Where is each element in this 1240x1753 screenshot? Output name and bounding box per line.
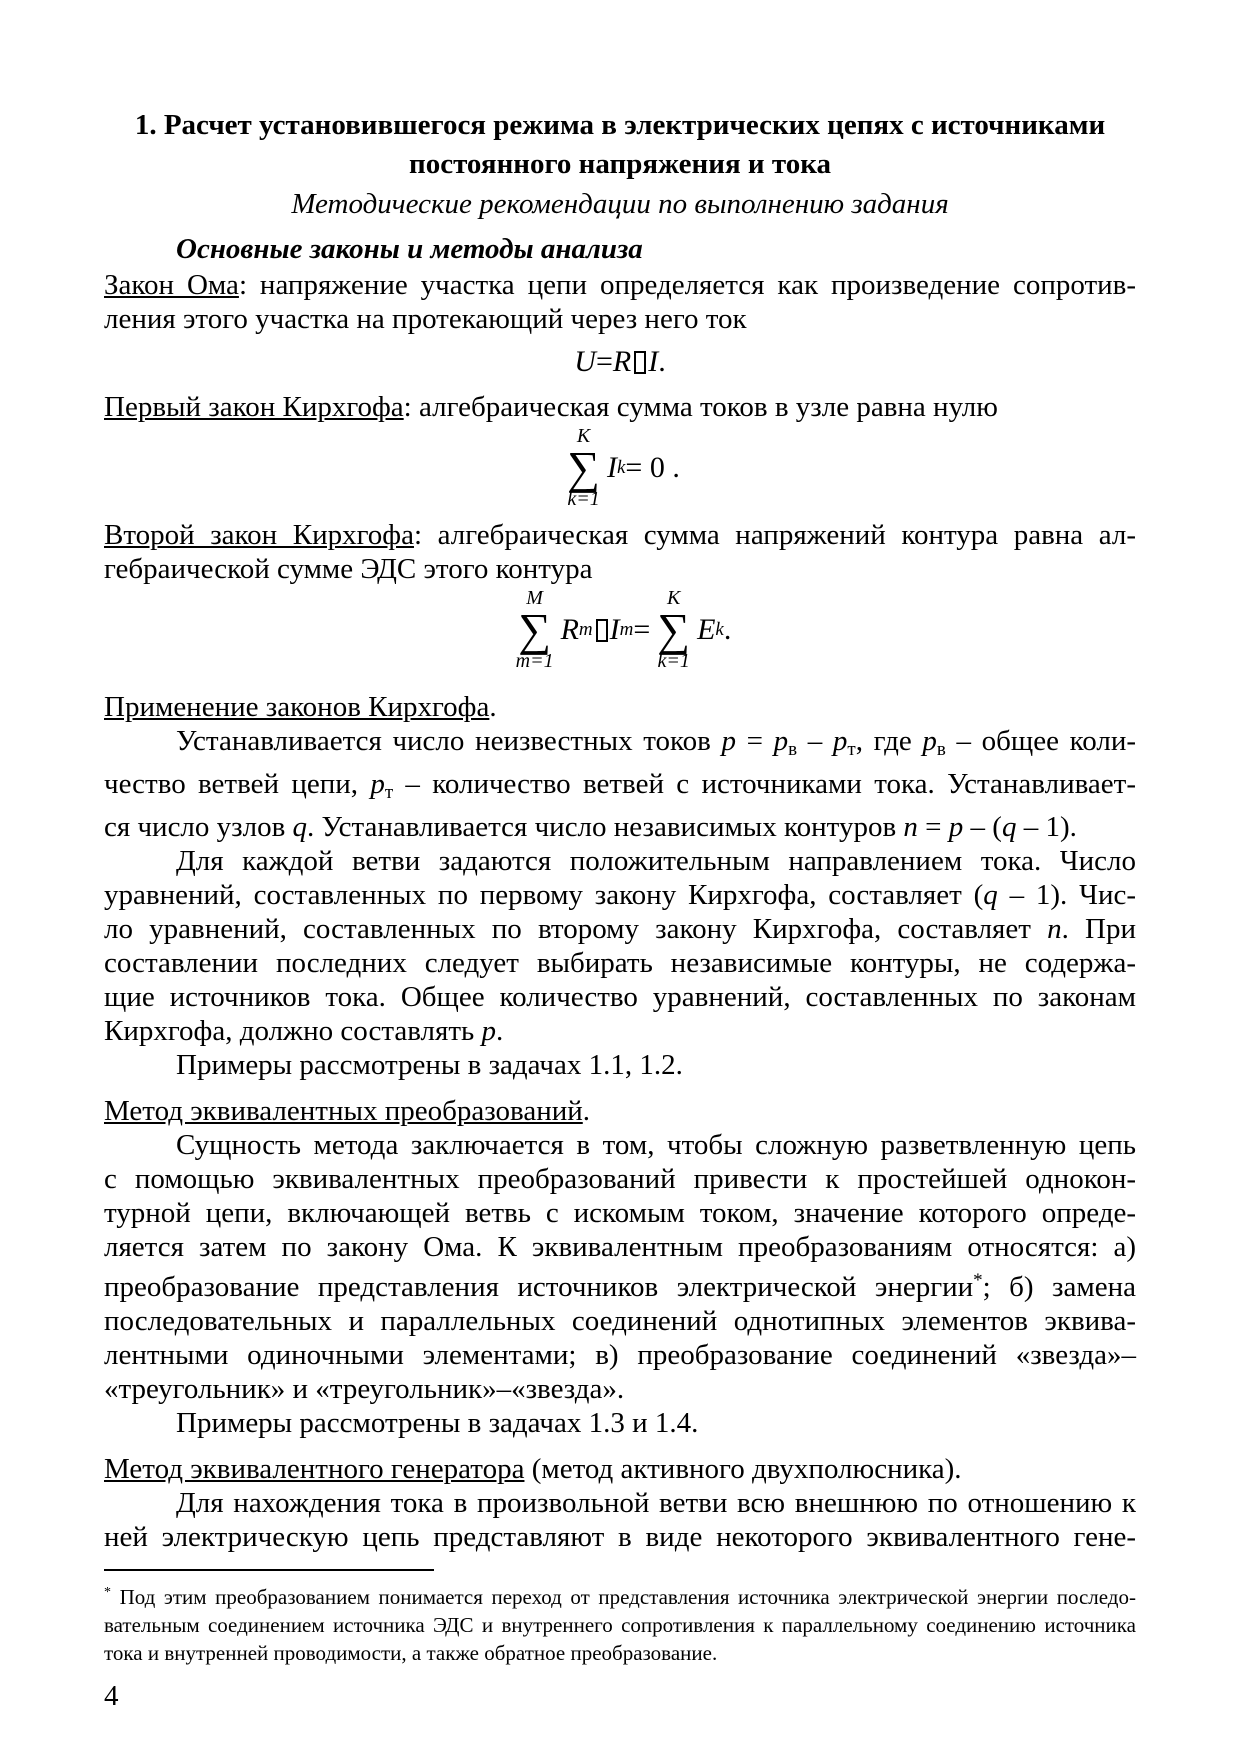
text-segment: в [936, 739, 946, 760]
text-segment: т [384, 782, 394, 803]
text-line [104, 390, 1136, 424]
text-line [104, 1452, 1136, 1486]
summation-operator: K ∑ k=1 [657, 587, 691, 672]
heading-apply-kirchhoff-laws [104, 690, 1136, 724]
text-segment: = [595, 345, 613, 378]
summation-operator: M ∑ m=1 [515, 587, 554, 672]
text-segment: Для нахождения тока в произвольной ветви всю внешнюю по отношению к [176, 1487, 1136, 1519]
text-segment: I [609, 613, 620, 646]
text-line [104, 1486, 1136, 1520]
text-segment: I [606, 451, 617, 484]
page-title [104, 106, 1136, 184]
text-segment: * [973, 1270, 983, 1291]
text-segment: p [948, 811, 964, 843]
title-line-2: постоянного напряжения и тока [408, 148, 831, 180]
text-line [104, 1230, 1136, 1264]
text-segment: Метод эквивалентного генератора [104, 1453, 525, 1485]
text-segment: k [616, 457, 626, 478]
text-segment: ляется затем по закону Ома. К эквивалентным преобразованиям относятся: а) [104, 1231, 1136, 1263]
page-number: 4 [104, 1680, 119, 1712]
text-segment: n [903, 811, 918, 843]
text-line [104, 878, 1136, 912]
text-line [104, 1372, 1136, 1406]
text-line [104, 1304, 1136, 1338]
text-line [104, 518, 1136, 552]
heading-equivalent-transformations [104, 1094, 1136, 1128]
formula-kirchhoff-second-law [104, 588, 1136, 672]
text-segment: p [721, 725, 736, 757]
text-segment: гебраической сумме ЭДС этого контура [104, 553, 593, 585]
text-segment: R [612, 345, 632, 378]
paragraph-branch-equations [104, 844, 1136, 1048]
paragraph-generator-method [104, 1486, 1136, 1554]
text-segment: Сущность метода заключается в том, чтобы сложную разветвленную цепь [176, 1129, 1136, 1161]
heading-equivalent-generator [104, 1452, 1136, 1486]
text-segment: щие источников тока. Общее количество уравнений, составленных по законам [104, 981, 1136, 1013]
paragraph-examples-1-1-1-2 [104, 1048, 1136, 1082]
text-segment: I [648, 345, 659, 378]
text-line [104, 1264, 1136, 1304]
text-segment: (метод активного двухполюсника). [524, 1453, 962, 1485]
footnote [104, 1569, 1136, 1667]
text-segment: : алгебраическая сумма токов в узле равна нулю [403, 391, 998, 423]
text-segment: = [917, 811, 949, 843]
text-line [104, 1094, 1136, 1128]
text-segment: т [847, 739, 856, 760]
paragraph-method-essence [104, 1128, 1136, 1406]
text-segment: . [658, 345, 666, 378]
text-line [104, 690, 1136, 724]
text-line [104, 1579, 1136, 1611]
paragraph-kirchhoff-second-law [104, 518, 1136, 586]
text-segment: тока и внутренней проводимости, а также обратное преобразование. [104, 1641, 718, 1665]
text-segment: : алгебраическая сумма напряжений контура равна ал- [413, 519, 1136, 551]
formula-ohm-law [104, 340, 1136, 384]
text-line [104, 1048, 1136, 1082]
text-segment: = 0 . [625, 451, 680, 484]
text-segment: Под этим преобразованием понимается переход от представления источника электрической энергии последо- [111, 1585, 1136, 1609]
text-segment: q [1001, 811, 1017, 843]
text-segment: – 1). [1016, 811, 1077, 843]
text-line [104, 980, 1136, 1014]
section-heading: Основные законы и методы анализа [176, 233, 643, 265]
text-line [104, 1639, 1136, 1667]
text-segment: . [723, 613, 732, 646]
text-segment: – общее коли- [945, 725, 1136, 757]
text-segment: . [582, 1095, 591, 1127]
text-segment: p [370, 768, 385, 800]
text-line [104, 268, 1136, 302]
text-segment: n [1047, 913, 1062, 945]
text-segment: . При [1061, 913, 1136, 945]
text-segment: последовательных и параллельных соединений однотипных элементов эквива- [104, 1305, 1136, 1337]
text-line [104, 810, 1136, 844]
text-segment: q [292, 811, 308, 843]
text-segment: Применение законов Кирхгофа [104, 691, 490, 723]
text-segment: U [574, 345, 596, 378]
text-segment: . [495, 1015, 504, 1047]
text-segment: ; б) замена [982, 1271, 1136, 1303]
subtitle: Методические рекомендации по выполнению задания [291, 188, 949, 220]
text-segment: p [481, 1015, 496, 1047]
text-segment: Для каждой ветви задаются положительным направлением тока. Число [176, 845, 1136, 877]
text-segment: турной цепи, включающей ветвь с искомым током, значение которого опреде- [104, 1197, 1136, 1229]
text-segment: ления этого участка на протекающий через него ток [104, 303, 747, 335]
text-segment: с помощью эквивалентных преобразований привести к простейшей однокон- [104, 1163, 1136, 1195]
text-line [104, 724, 1136, 767]
text-segment: p [832, 725, 848, 757]
text-segment: чество ветвей цепи, [104, 768, 371, 800]
footnote-separator-rule [104, 1569, 434, 1571]
text-segment: q [983, 879, 998, 911]
text-segment: , где [855, 725, 923, 757]
text-segment: – количество ветвей с источниками тока. Устанавливает- [393, 768, 1136, 800]
footnote-text [104, 1579, 1136, 1667]
text-line [104, 1128, 1136, 1162]
text-segment: составлении последних следует выбирать независимые контуры, не содержа- [104, 947, 1136, 979]
text-line [104, 1338, 1136, 1372]
text-segment: вательным соединением источника ЭДС и внутреннего сопротивления к параллельному соединению источника [104, 1613, 1136, 1637]
text-segment: . Устанавливается число независимых контуров [307, 811, 904, 843]
text-segment: m [578, 619, 593, 640]
text-segment: m [619, 619, 634, 640]
text-segment: R [560, 613, 579, 646]
paragraph-examples-1-3-1-4 [104, 1406, 1136, 1440]
text-line [104, 1014, 1136, 1048]
text-segment: Примеры рассмотрены в задачах 1.1, 1.2. [176, 1049, 683, 1081]
text-segment: Первый закон Кирхгофа [104, 391, 404, 423]
text-segment: Примеры рассмотрены в задачах 1.3 и 1.4. [176, 1407, 699, 1439]
text-segment: E [697, 613, 716, 646]
formula-kirchhoff-first-law [104, 426, 1136, 510]
paragraph-unknown-currents [104, 724, 1136, 844]
text-line [104, 844, 1136, 878]
text-line [104, 1611, 1136, 1639]
text-line [104, 302, 1136, 336]
title-line-1: 1. Расчет установившегося режима в электрических цепях с источниками [134, 109, 1106, 141]
text-segment: = [633, 613, 651, 646]
summation-operator: K ∑ k=1 [567, 425, 600, 510]
text-segment: Второй закон Кирхгофа [104, 519, 414, 551]
text-segment: «треугольник» и «треугольник»–«звезда». [104, 1373, 625, 1405]
text-segment: p [922, 725, 937, 757]
text-segment: * [104, 1585, 111, 1600]
text-segment: – ( [963, 811, 1002, 843]
text-segment: лентными одиночными элементами; в) преобразование соединений «звезда»– [104, 1339, 1136, 1371]
text-line [104, 1196, 1136, 1230]
text-segment: Закон Ома [104, 269, 239, 301]
text-line [104, 912, 1136, 946]
text-line [104, 552, 1136, 586]
text-segment: уравнений, составленных по первому закону Кирхгофа, составляет ( [104, 879, 984, 911]
missing-glyph-box [596, 619, 608, 642]
text-segment: . [489, 691, 497, 723]
text-line [104, 946, 1136, 980]
text-line [104, 1406, 1136, 1440]
paragraph-kirchhoff-first-law [104, 390, 1136, 424]
text-segment: – [797, 725, 833, 757]
text-segment: k [715, 619, 724, 640]
paragraph-ohm-law [104, 268, 1136, 336]
text-line [104, 1162, 1136, 1196]
text-line [104, 767, 1136, 810]
text-segment: Метод эквивалентных преобразований [104, 1095, 583, 1127]
text-segment: в [788, 739, 798, 760]
text-segment: = [735, 725, 774, 757]
missing-glyph-box [634, 351, 646, 374]
text-line [104, 1520, 1136, 1554]
text-segment: : напряжение участка цепи определяется как произведение сопротив- [238, 269, 1136, 301]
text-segment: Кирхгофа, должно составлять [104, 1015, 482, 1047]
text-segment: – 1). Чис- [997, 879, 1136, 911]
text-segment: преобразование представления источников электрической энергии [104, 1271, 974, 1303]
text-segment: ней электрическую цепь представляют в виде некоторого эквивалентного гене- [104, 1521, 1136, 1553]
text-segment: p [773, 725, 789, 757]
text-segment: Устанавливается число неизвестных токов [176, 725, 722, 757]
text-segment: ло уравнений, составленных по второму закону Кирхгофа, составляет [104, 913, 1048, 945]
text-segment: ся число узлов [104, 811, 293, 843]
